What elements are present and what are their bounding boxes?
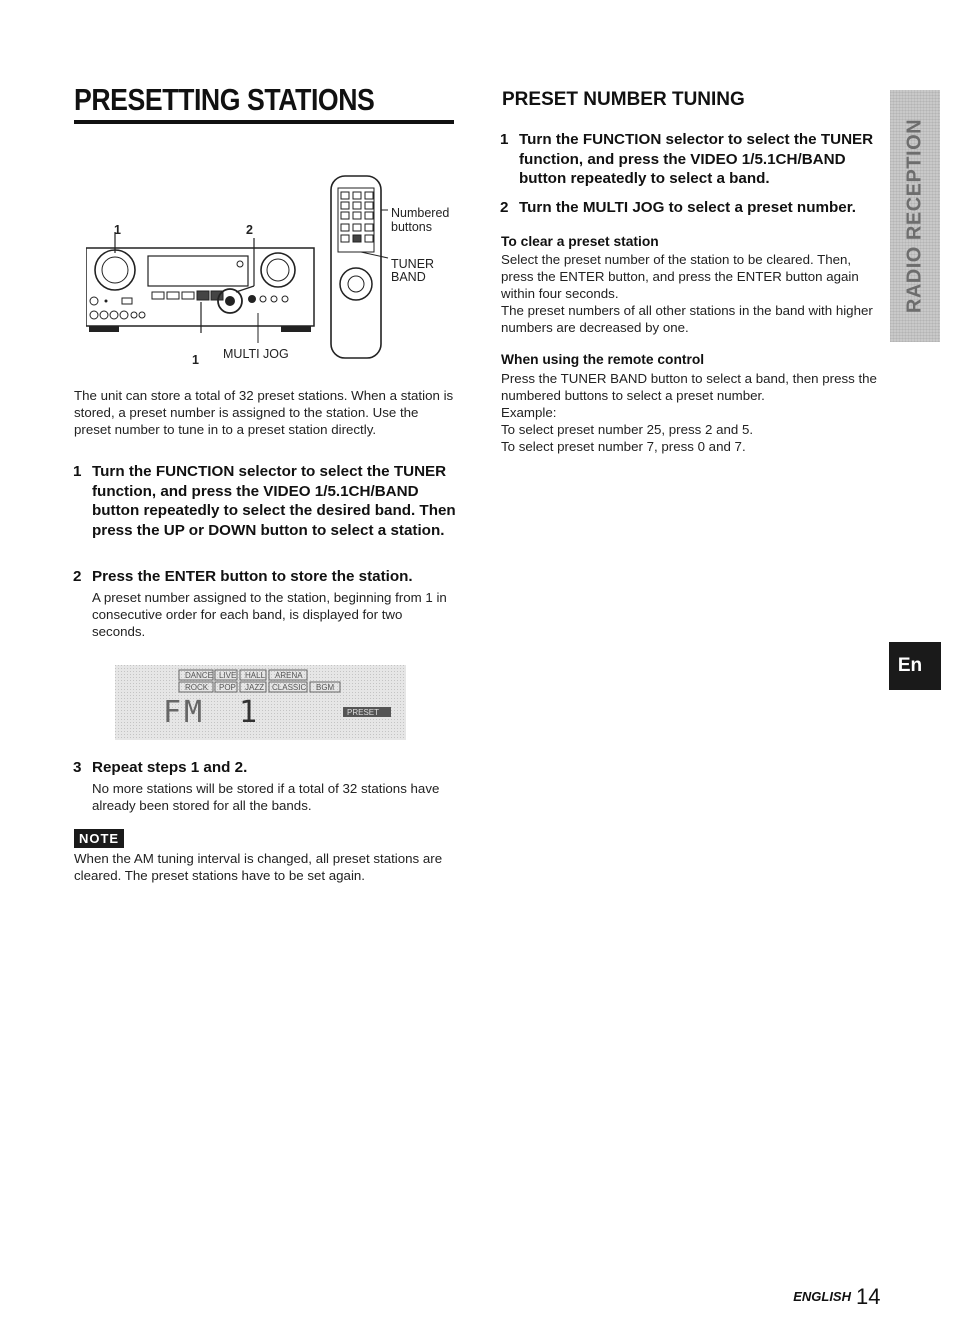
- note-text: When the AM tuning interval is changed, all preset stations are cleared. The preset stations have to be set again.: [74, 851, 443, 883]
- display-mode-dance: DANCE: [185, 671, 214, 680]
- display-preset-number: 1: [239, 695, 258, 730]
- display-band: FM: [163, 695, 206, 730]
- right-step-1: [500, 130, 881, 189]
- step-text: Turn the FUNCTION selector to select the TUNER function, and press the VIDEO 1/5.1CH/BAND button repeatedly to select a band.: [519, 131, 874, 187]
- remote-control-heading: When using the remote control: [501, 352, 705, 367]
- remote-tuner-band-button: [353, 235, 361, 242]
- function-knob-inner: [102, 257, 128, 283]
- callout-line-2b: [236, 286, 254, 292]
- step-number: 3: [73, 759, 82, 776]
- callout-number-2: 2: [246, 223, 253, 237]
- front-jack: [131, 312, 137, 318]
- step-text: Press the ENTER button to store the station.: [92, 568, 413, 585]
- left-step-2: [73, 567, 456, 640]
- callout-number-1: 1: [114, 223, 121, 237]
- right-step-2: [500, 198, 881, 218]
- numbered-buttons-label-line1: Numbered: [391, 206, 450, 220]
- front-jack: [100, 311, 108, 319]
- display-mode-live: LIVE: [219, 671, 237, 680]
- left-step-1: [73, 462, 456, 540]
- page-title: PRESETTING STATIONS: [74, 82, 375, 117]
- step-number: 1: [500, 131, 509, 148]
- front-jack: [90, 311, 98, 319]
- radio-reception-tab: [890, 90, 940, 342]
- display-mode-pop: POP: [219, 683, 236, 692]
- tuner-band-label-line1: TUNER: [391, 257, 435, 271]
- front-jack: [110, 311, 118, 319]
- left-step-3: [73, 758, 456, 814]
- display-led: [237, 261, 243, 267]
- front-jack: [120, 311, 128, 319]
- remote-cursor-center: [348, 276, 364, 292]
- clear-preset-text-2: The preset numbers of all other stations in the band with higher numbers are decreased by one.: [501, 303, 873, 335]
- note-badge: NOTE: [74, 829, 124, 848]
- receiver-foot-right: [281, 326, 311, 332]
- display-preset-indicator: PRESET: [347, 708, 380, 717]
- title-rule: [74, 120, 454, 124]
- function-knob: [95, 250, 135, 290]
- section-title: PRESET NUMBER TUNING: [502, 89, 745, 110]
- step-description: A preset number assigned to the station, beginning from 1 in consecutive order for each band, is displayed for two seconds.: [92, 589, 447, 639]
- power-led: [105, 300, 108, 303]
- example-line-2: To select preset number 7, press 0 and 7.: [501, 439, 746, 454]
- volume-knob-inner: [267, 259, 289, 281]
- language-tab-label: En: [897, 655, 923, 676]
- step-number: 2: [500, 199, 509, 216]
- front-button: [152, 292, 164, 299]
- tuner-band-leader: [361, 252, 388, 258]
- display-mode-hall: HALL: [245, 671, 266, 680]
- display-mode-rock: ROCK: [185, 683, 209, 692]
- clear-preset-text: Select the preset number of the station to be cleared. Then, press the ENTER button, and press the ENTER button again within four seconds.: [501, 252, 859, 301]
- display-mode-bgm: BGM: [316, 683, 335, 692]
- display-mode-classic: CLASSIC: [272, 683, 307, 692]
- example-label: Example:: [501, 405, 557, 420]
- front-jack: [139, 312, 145, 318]
- step-number: 2: [73, 568, 82, 585]
- page-number: 14: [856, 1284, 881, 1309]
- language-tab: [889, 642, 941, 690]
- multi-jog-label: MULTI JOG: [223, 347, 289, 361]
- front-button: [167, 292, 179, 299]
- step-text: Turn the FUNCTION selector to select the TUNER function, and press the VIDEO 1/5.1CH/BAND button repeatedly to select the desired band. Then press the UP or DOWN button to select a station.: [92, 463, 456, 539]
- intro-paragraph: The unit can store a total of 32 preset stations. When a station is stored, a preset number is assigned to the station. Use the preset number to tune in to a preset station directly.: [74, 388, 454, 437]
- receiver-foot-left: [89, 326, 119, 332]
- band-button: [197, 291, 209, 300]
- front-button-small: [282, 296, 288, 302]
- volume-knob: [261, 253, 295, 287]
- remote-cursor-pad: [340, 268, 372, 300]
- clear-preset-heading: To clear a preset station: [501, 234, 659, 249]
- phones-jack: [122, 298, 132, 304]
- receiver-remote-diagram: [86, 168, 466, 368]
- jog-indicator: [248, 295, 256, 303]
- front-button-small: [271, 296, 277, 302]
- front-button: [182, 292, 194, 299]
- callout-number-bottom: 1: [192, 353, 199, 367]
- step-description: No more stations will be stored if a total of 32 stations have already been stored for all the bands.: [92, 780, 440, 813]
- remote-control-text: Press the TUNER BAND button to select a band, then press the numbered buttons to select a preset number.: [501, 371, 877, 403]
- power-button: [90, 297, 98, 305]
- footer-language: ENGLISH: [793, 1289, 851, 1304]
- example-line-1: To select preset number 25, press 2 and 5.: [501, 422, 754, 437]
- display-mode-jazz: JAZZ: [245, 683, 265, 692]
- fm-display-panel: [115, 665, 406, 740]
- receiver-display: [148, 256, 248, 286]
- front-button-small: [260, 296, 266, 302]
- step-text: Repeat steps 1 and 2.: [92, 759, 248, 776]
- multi-jog-center: [225, 296, 235, 306]
- step-text: Turn the MULTI JOG to select a preset number.: [519, 199, 856, 216]
- tuner-band-label-line2: BAND: [391, 270, 426, 284]
- step-number: 1: [73, 463, 82, 480]
- display-mode-arena: ARENA: [275, 671, 303, 680]
- numbered-buttons-label-line2: buttons: [391, 220, 433, 234]
- radio-reception-tab-label: RADIO RECEPTION: [903, 118, 926, 314]
